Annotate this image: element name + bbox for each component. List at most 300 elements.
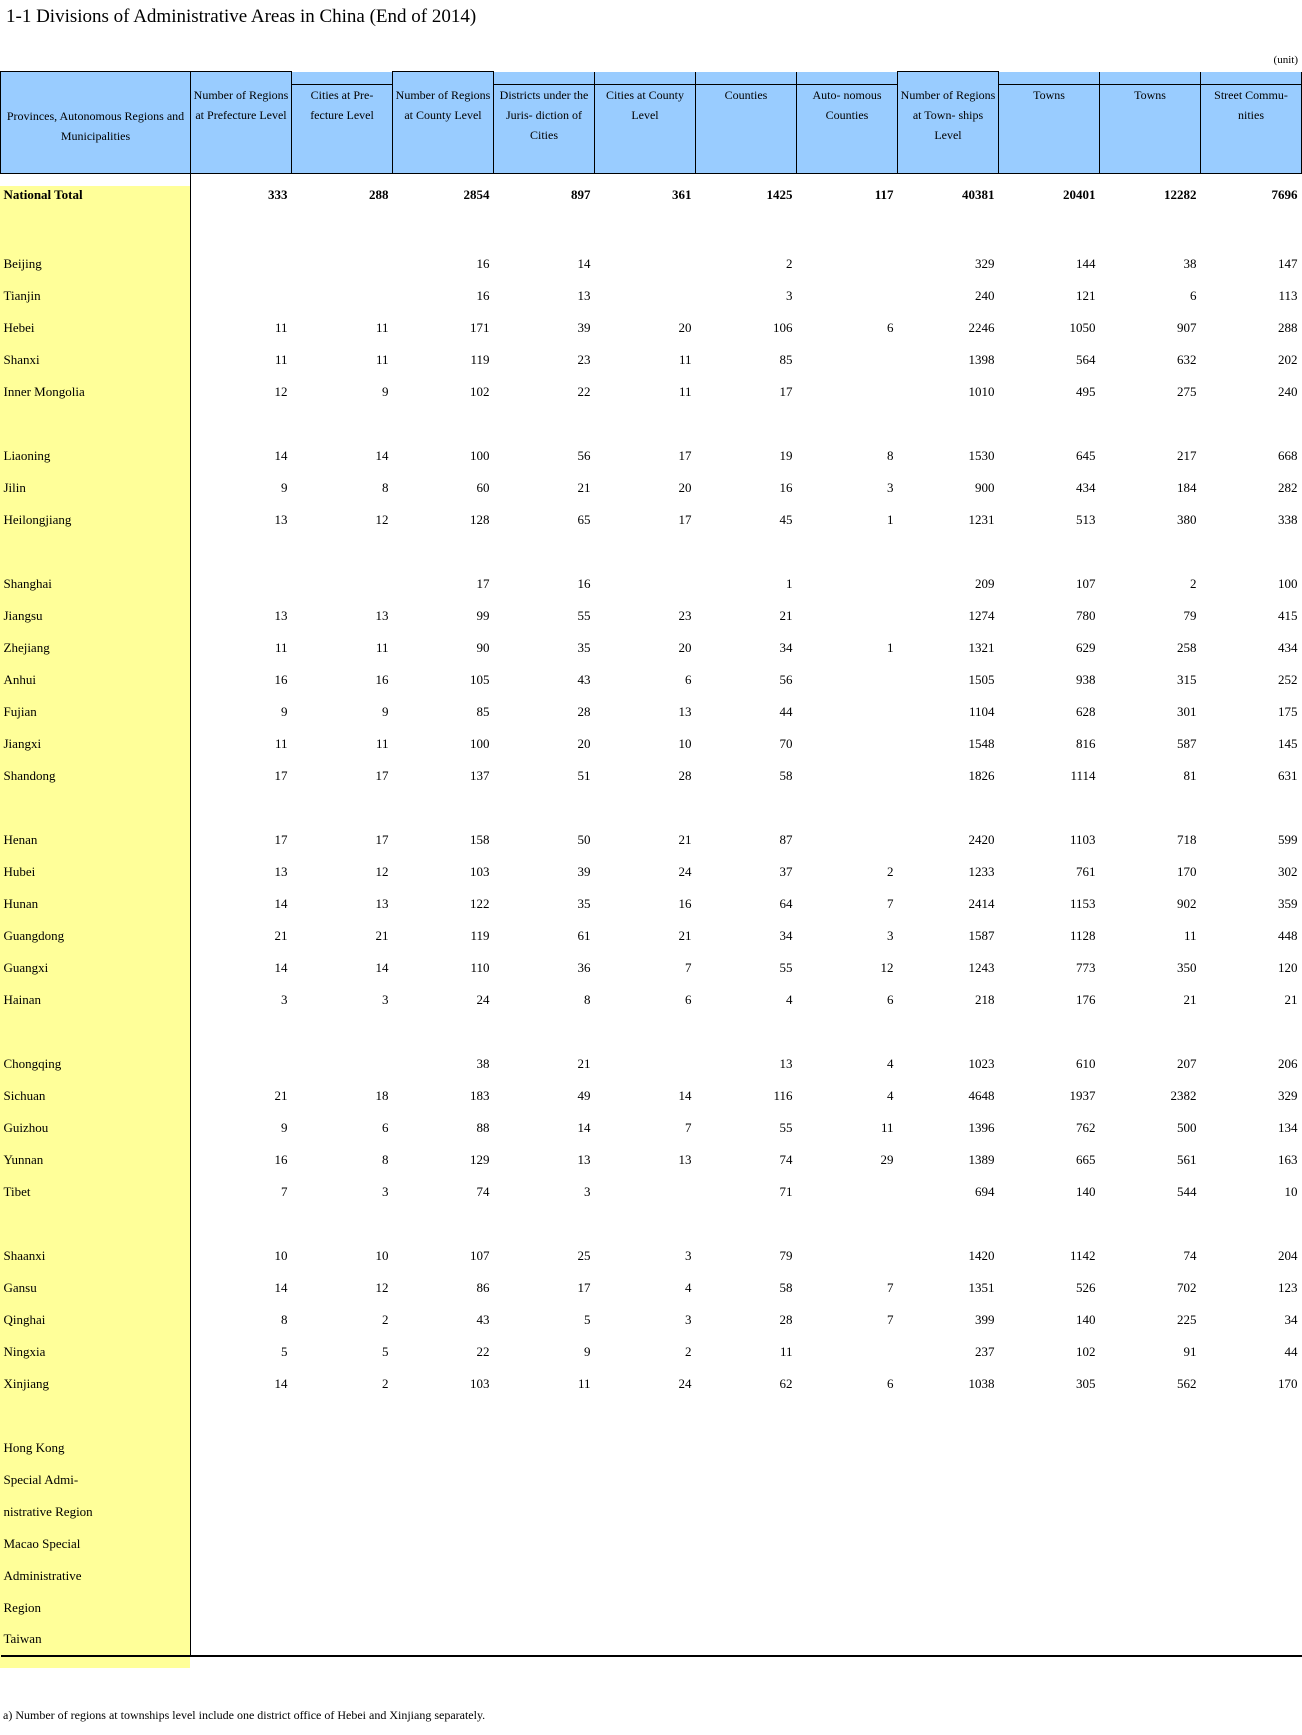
value-cell: 938 [1076,671,1096,687]
value-cell: 2854 [463,186,490,202]
value-cell [999,408,1100,440]
value-cell: 14 [274,959,288,975]
value-cell: 10 [1284,1183,1298,1199]
value-cell: 20 [678,639,692,655]
value-cell: 107 [1076,575,1096,591]
value-cell [191,1560,292,1592]
value-cell [191,1048,292,1080]
value-cell: 170 [1278,1375,1298,1391]
value-cell: 29 [880,1151,894,1167]
value-cell: 1114 [1070,767,1096,783]
value-cell [999,1208,1100,1240]
value-cell: 6 [382,1119,389,1135]
value-cell: 110 [470,959,490,975]
value-cell [595,1592,696,1624]
header-township-regions: Number of Regions at Town- ships Level [898,72,999,174]
region-name: Hong Kong [1,1432,191,1464]
value-cell: 34 [779,639,793,655]
region-name: Zhejiang [1,632,191,664]
value-cell: 1142 [1069,1247,1096,1263]
value-cell: 3 [584,1183,591,1199]
value-cell [595,792,696,824]
value-cell: 237 [975,1343,995,1359]
value-cell: 13 [779,1055,793,1071]
value-cell [999,1528,1100,1560]
value-cell: 44 [779,703,793,719]
value-cell [494,408,595,440]
value-cell [797,248,898,280]
header-districts: Districts under the Juris- diction of Cities [494,72,595,174]
value-cell: 282 [1278,479,1298,495]
value-cell: 23 [678,607,692,623]
value-cell: 45 [779,511,793,527]
value-cell [595,1464,696,1496]
value-cell: 35 [577,895,591,911]
region-name: National Total [1,174,191,216]
value-cell: 21 [678,831,692,847]
value-cell [494,1208,595,1240]
value-cell: 16 [274,671,288,687]
value-cell [393,1208,494,1240]
value-cell: 275 [1177,383,1197,399]
footnote: a) Number of regions at townships level include one district office of Hebei and Xinjiang separately. [3,1708,486,1722]
header-prefecture-regions: Number of Regions at Prefecture Level [191,72,292,174]
value-cell: 25 [577,1247,591,1263]
value-cell: 16 [577,575,591,591]
value-cell [797,728,898,760]
value-cell: 5 [281,1343,288,1359]
value-cell: 448 [1278,927,1298,943]
value-cell: 3 [281,991,288,1007]
value-cell: 338 [1278,511,1298,527]
value-cell: 2420 [968,831,995,847]
value-cell [696,408,797,440]
value-cell [797,1464,898,1496]
region-name [1,536,191,568]
table-row [1,920,1302,952]
value-cell: 629 [1076,639,1096,655]
value-cell [696,792,797,824]
value-cell [898,1528,999,1560]
region-name: Shandong [1,760,191,792]
value-cell [191,1208,292,1240]
value-cell: 665 [1076,1151,1096,1167]
value-cell [1100,1400,1201,1432]
value-cell: 43 [476,1311,490,1327]
value-cell: 561 [1177,1151,1197,1167]
value-cell: 55 [779,1119,793,1135]
value-cell: 176 [1076,991,1096,1007]
table-row [1,472,1302,504]
value-cell [191,792,292,824]
value-cell [797,344,898,376]
value-cell: 17 [274,831,288,847]
value-cell: 12282 [1164,186,1197,202]
value-cell: 288 [369,186,389,202]
value-cell [1201,216,1302,248]
value-cell [1100,408,1201,440]
value-cell: 24 [476,991,490,1007]
value-cell: 13 [577,1151,591,1167]
value-cell: 17 [375,767,389,783]
value-cell: 702 [1177,1279,1197,1295]
value-cell [797,1176,898,1208]
value-cell: 71 [779,1183,793,1199]
value-cell: 13 [577,287,591,303]
value-cell [393,1016,494,1048]
value-cell [999,1400,1100,1432]
value-cell: 9 [281,703,288,719]
value-cell: 2 [786,255,793,271]
value-cell: 117 [874,186,894,202]
table-row [1,728,1302,760]
value-cell: 22 [476,1343,490,1359]
value-cell [898,1624,999,1656]
value-cell: 2414 [968,895,995,911]
value-cell [999,1624,1100,1656]
value-cell: 119 [470,927,490,943]
value-cell: 1128 [1069,927,1096,943]
value-cell: 1420 [968,1247,995,1263]
table-row [1,888,1302,920]
value-cell: 1389 [968,1151,995,1167]
value-cell: 129 [470,1151,490,1167]
value-cell [898,1560,999,1592]
value-cell [898,1400,999,1432]
value-cell: 170 [1177,863,1197,879]
value-cell: 11 [678,351,692,367]
value-cell: 56 [577,447,591,463]
value-cell: 13 [274,511,288,527]
value-cell: 1937 [1069,1087,1096,1103]
value-cell: 1231 [968,511,995,527]
value-cell: 116 [773,1087,793,1103]
value-cell [696,1464,797,1496]
region-name: Macao Special [1,1528,191,1560]
value-cell [1201,1560,1302,1592]
table-row [1,1240,1302,1272]
value-cell [696,1400,797,1432]
value-cell: 12 [880,959,894,975]
table-row [1,248,1302,280]
value-cell [494,792,595,824]
value-cell: 7 [685,959,692,975]
value-cell: 3 [382,991,389,1007]
value-cell: 7 [887,895,894,911]
value-cell: 12 [375,863,389,879]
value-cell: 305 [1076,1375,1096,1391]
value-cell: 91 [1183,1343,1197,1359]
special-region-row [1,1528,1302,1560]
value-cell [898,1432,999,1464]
value-cell [797,280,898,312]
value-cell [1201,1464,1302,1496]
value-cell: 13 [375,607,389,623]
header-region: Provinces, Autonomous Regions and Municipalities [1,72,191,174]
value-cell: 144 [1076,255,1096,271]
value-cell: 11 [779,1343,793,1359]
value-cell: 1050 [1069,319,1096,335]
value-cell: 120 [1278,959,1298,975]
value-cell: 902 [1177,895,1197,911]
value-cell: 17 [375,831,389,847]
value-cell: 2 [382,1311,389,1327]
value-cell: 628 [1076,703,1096,719]
spacer-row [1,408,1302,440]
value-cell: 184 [1177,479,1197,495]
table-row [1,1080,1302,1112]
value-cell [696,1432,797,1464]
value-cell [696,1016,797,1048]
value-cell: 14 [274,1375,288,1391]
value-cell: 11 [375,735,389,751]
value-cell: 11 [375,319,389,335]
value-cell [1201,1016,1302,1048]
value-cell: 562 [1177,1375,1197,1391]
value-cell [999,216,1100,248]
value-cell: 8 [382,479,389,495]
value-cell: 21 [577,1055,591,1071]
value-cell: 4 [786,991,793,1007]
value-cell: 9 [382,703,389,719]
value-cell [898,1464,999,1496]
value-cell: 380 [1177,511,1197,527]
value-cell: 206 [1278,1055,1298,1071]
region-name: Guangdong [1,920,191,952]
value-cell: 12 [375,1279,389,1295]
value-cell [393,408,494,440]
value-cell: 1530 [968,447,995,463]
value-cell: 7 [281,1183,288,1199]
value-cell: 8 [887,447,894,463]
value-cell [696,1624,797,1656]
value-cell: 11 [880,1119,894,1135]
value-cell [393,1560,494,1592]
value-cell: 3 [685,1247,692,1263]
value-cell [494,1016,595,1048]
value-cell [595,1208,696,1240]
value-cell: 79 [1183,607,1197,623]
value-cell [797,1400,898,1432]
value-cell: 85 [779,351,793,367]
value-cell: 7 [887,1279,894,1295]
region-name: Administrative [1,1560,191,1592]
value-cell: 9 [382,383,389,399]
value-cell [393,1432,494,1464]
value-cell: 632 [1177,351,1197,367]
value-cell [595,568,696,600]
value-cell [1201,1528,1302,1560]
table-row [1,440,1302,472]
value-cell: 44 [1284,1343,1298,1359]
header-prefecture-cities: Cities at Pre- fecture Level [292,72,393,174]
value-cell: 58 [779,767,793,783]
value-cell [797,792,898,824]
value-cell: 1548 [968,735,995,751]
value-cell [797,1208,898,1240]
value-cell [898,792,999,824]
value-cell: 11 [274,639,288,655]
value-cell [1201,536,1302,568]
unit-label: (unit) [1273,54,1298,66]
value-cell: 121 [1076,287,1096,303]
special-region-row [1,1624,1302,1656]
value-cell [393,1464,494,1496]
value-cell [191,1528,292,1560]
value-cell: 28 [577,703,591,719]
special-region-row [1,1432,1302,1464]
value-cell: 122 [470,895,490,911]
region-name [1,1400,191,1432]
value-cell: 1398 [968,351,995,367]
value-cell [191,1016,292,1048]
value-cell: 100 [1278,575,1298,591]
value-cell [999,792,1100,824]
value-cell: 907 [1177,319,1197,335]
value-cell: 39 [577,863,591,879]
value-cell [1100,216,1201,248]
value-cell: 333 [268,186,288,202]
region-name [1,1016,191,1048]
value-cell [1100,1560,1201,1592]
value-cell: 43 [577,671,591,687]
value-cell: 240 [975,287,995,303]
total-row [1,174,1302,216]
value-cell [1100,1528,1201,1560]
value-cell: 610 [1076,1055,1096,1071]
region-name: Hubei [1,856,191,888]
value-cell: 897 [571,186,591,202]
table-row [1,600,1302,632]
value-cell: 6 [1190,287,1197,303]
region-name: Beijing [1,248,191,280]
value-cell: 88 [476,1119,490,1135]
value-cell [797,600,898,632]
value-cell [292,1528,393,1560]
value-cell: 21 [1284,991,1298,1007]
region-name [1,792,191,824]
value-cell: 1233 [968,863,995,879]
value-cell [999,1496,1100,1528]
value-cell [797,1528,898,1560]
value-cell [393,1400,494,1432]
value-cell: 14 [577,1119,591,1135]
value-cell [595,1048,696,1080]
special-region-row [1,1592,1302,1624]
admin-divisions-table [0,71,1302,1657]
table-row [1,1144,1302,1176]
value-cell: 13 [678,703,692,719]
value-cell [898,1592,999,1624]
region-name: Chongqing [1,1048,191,1080]
value-cell [1201,1432,1302,1464]
table-row [1,664,1302,696]
value-cell: 16 [274,1151,288,1167]
value-cell: 2 [1190,575,1197,591]
value-cell: 90 [476,639,490,655]
value-cell: 1 [887,639,894,655]
value-cell [393,1528,494,1560]
value-cell: 34 [779,927,793,943]
value-cell: 60 [476,479,490,495]
value-cell: 495 [1076,383,1096,399]
value-cell: 137 [470,767,490,783]
table-row [1,1368,1302,1400]
value-cell: 1010 [968,383,995,399]
value-cell: 8 [281,1311,288,1327]
value-cell: 158 [470,831,490,847]
value-cell: 86 [476,1279,490,1295]
value-cell: 11 [375,351,389,367]
value-cell: 99 [476,607,490,623]
value-cell: 14 [678,1087,692,1103]
value-cell: 12 [375,511,389,527]
value-cell: 37 [779,863,793,879]
value-cell [292,248,393,280]
value-cell [797,760,898,792]
value-cell: 1351 [968,1279,995,1295]
value-cell: 258 [1177,639,1197,655]
value-cell: 350 [1177,959,1197,975]
value-cell: 8 [584,991,591,1007]
table-body [1,174,1302,1656]
region-name: Guizhou [1,1112,191,1144]
region-name: Inner Mongolia [1,376,191,408]
value-cell [696,216,797,248]
value-cell: 21 [274,1087,288,1103]
value-cell: 17 [476,575,490,591]
value-cell: 38 [476,1055,490,1071]
value-cell: 3 [887,479,894,495]
value-cell [797,1592,898,1624]
table-row [1,1272,1302,1304]
value-cell: 106 [773,319,793,335]
value-cell: 105 [470,671,490,687]
value-cell: 6 [887,1375,894,1391]
value-cell [292,1016,393,1048]
value-cell: 16 [779,479,793,495]
value-cell: 34 [1284,1311,1298,1327]
value-cell: 6 [887,991,894,1007]
value-cell [797,696,898,728]
value-cell [1100,1208,1201,1240]
spacer-row [1,1208,1302,1240]
value-cell: 1505 [968,671,995,687]
value-cell: 20 [577,735,591,751]
value-cell [1100,1016,1201,1048]
value-cell [1100,1432,1201,1464]
value-cell: 10 [678,735,692,751]
value-cell: 762 [1076,1119,1096,1135]
value-cell [999,1432,1100,1464]
value-cell [595,1528,696,1560]
value-cell: 9 [281,1119,288,1135]
special-region-row [1,1560,1302,1592]
value-cell: 36 [577,959,591,975]
value-cell: 102 [470,383,490,399]
value-cell [292,1560,393,1592]
value-cell [595,280,696,312]
value-cell: 100 [470,447,490,463]
value-cell: 645 [1076,447,1096,463]
value-cell: 175 [1278,703,1298,719]
region-name: Region [1,1592,191,1624]
table-row [1,1112,1302,1144]
region-name: Liaoning [1,440,191,472]
header-group-line-county [493,84,898,85]
value-cell: 288 [1278,319,1298,335]
value-cell: 302 [1278,863,1298,879]
